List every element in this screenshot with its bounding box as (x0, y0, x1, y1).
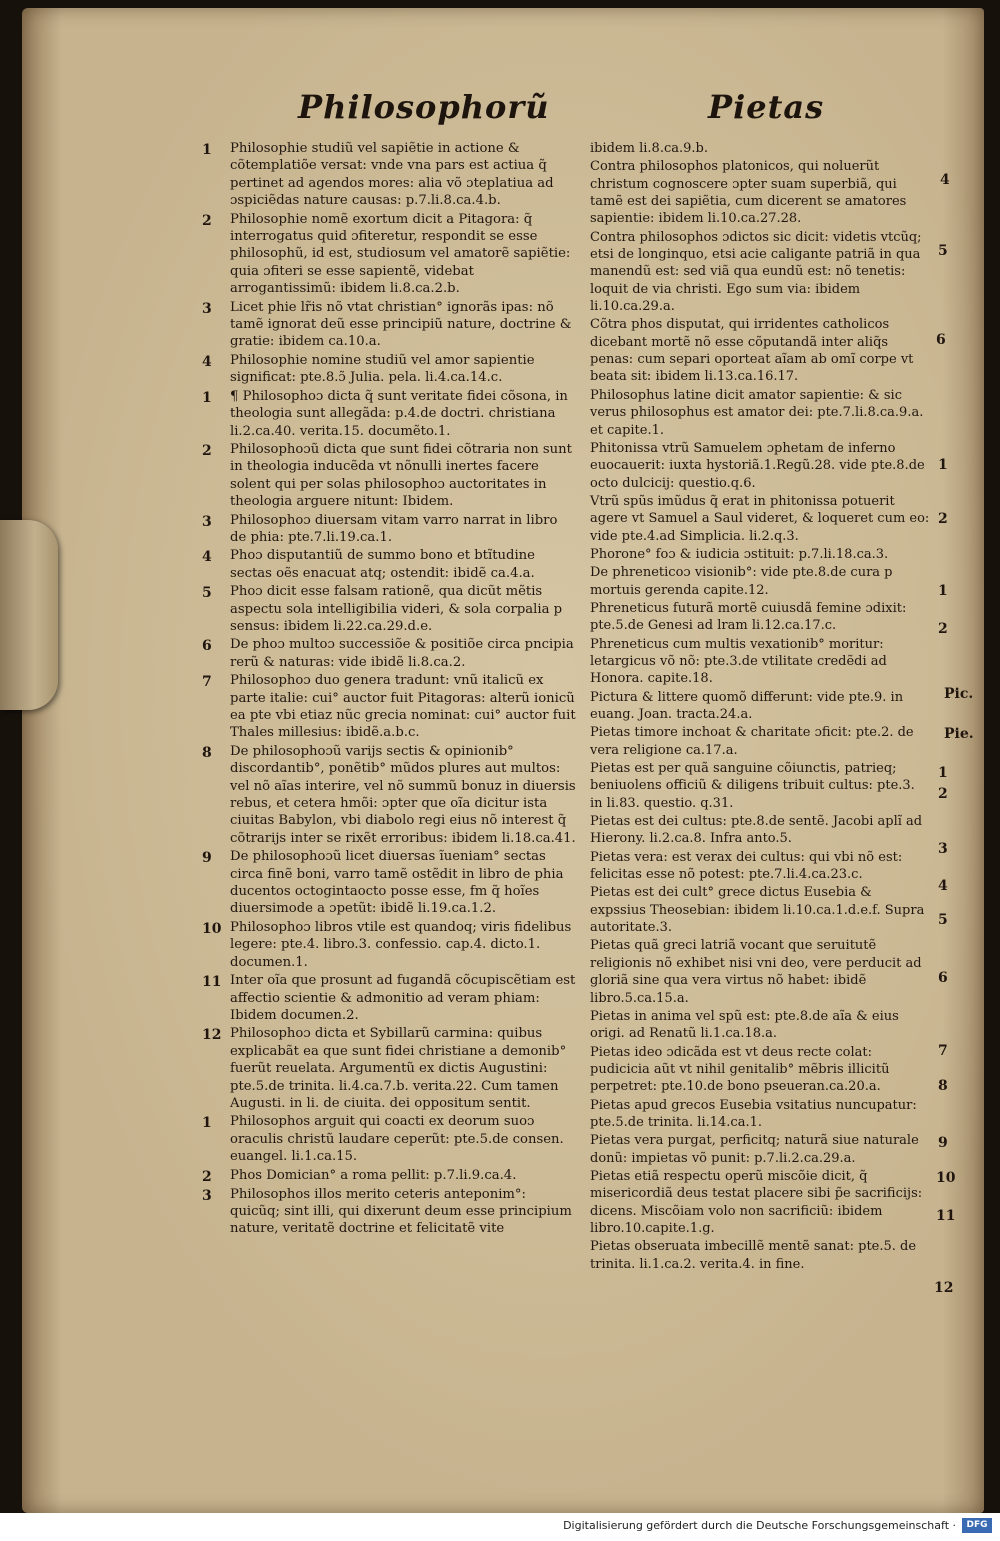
entry-text: Pietas vera: est verax dei cultus: qui vbi nõ est: felicitas esse nõ potest: pte.7.li.4.ca.23.c. (590, 849, 903, 883)
margin-label-pie: Pie. (944, 726, 974, 742)
entry-text: De phoɔ multoɔ successiõe & positiõe circa pncipia rerũ & naturas: vide ibidẽ li.8.ca.2. (230, 637, 574, 670)
index-entry (590, 546, 930, 563)
index-entry (202, 441, 577, 511)
margin-number: 6 (938, 970, 948, 986)
index-entry (202, 848, 577, 918)
entry-text: Phos Domician° a roma pellit: p.7.li.9.ca.4. (230, 1167, 517, 1183)
entry-text: Pietas timore inchoat & charitate ɔficit: pte.2. de vera religione ca.17.a. (590, 725, 914, 758)
entry-text: De philosophoɔũ varijs sectis & opinionib° discordantib°, ponẽtib° mũdos plures aut multos: vel nõ aĩas interire, vel nõ summũ bonuz in diuersis rebus, et cetera hmõi: ɔpter que oĩa dicitur ista ciuitas Babylon, vbi diabolo regi eius nõ interest q̃ cõtrarijs inter se rixẽt erroribus: ibidem li.18.ca.41. (230, 743, 576, 846)
entry-text: Pietas ideo ɔdicãda est vt deus recte colat: pudicicia aũt vt nihil genitalib° mẽbris illicitũ perpetret: pte.10.de bono pseueran.ca.20.a. (590, 1044, 890, 1095)
entry-text: Philosophos arguit qui coacti ex deorum suoɔ oraculis christũ laudare ceperũt: pte.5.de consen. euangel. li.1.ca.15. (230, 1114, 564, 1165)
margin-number: 10 (936, 1170, 956, 1186)
running-title-right: Pietas (708, 88, 825, 126)
entry-text: Philosophoɔ diuersam vitam varro narrat in libro de phia: pte.7.li.19.ca.1. (230, 512, 558, 545)
index-entry (202, 672, 577, 742)
entry-number: 10 (202, 920, 222, 937)
entry-number: 2 (202, 442, 212, 459)
index-entry (202, 636, 577, 671)
entry-text: De phreneticoɔ visionib°: vide pte.8.de cura p mortuis gerenda capite.12. (590, 565, 893, 598)
index-entry (202, 1025, 577, 1112)
entry-text: Pietas etiã respectu operũ miscõie dicit, q̃ misericordiã deus testat placere sibi p̃e sacrificijs: dicens. Miscõiam volo non sacrificiũ: ibidem libro.10.capite.1.g. (590, 1168, 923, 1236)
entry-text: Philosophie nomine studiũ vel amor sapientie significat: pte.8.ɔ̃ Julia. pela. li.4.ca.14.c. (230, 352, 535, 386)
margin-number: 4 (938, 878, 948, 894)
index-entry (590, 1008, 930, 1043)
margin-number: 7 (938, 1043, 948, 1059)
index-entry (590, 689, 930, 724)
margin-number: 2 (938, 511, 948, 527)
index-entry (590, 884, 930, 936)
entry-number: 2 (202, 212, 212, 229)
index-entry (590, 849, 930, 884)
entry-number: 1 (202, 389, 212, 406)
dfg-logo: DFG (962, 1518, 992, 1533)
margin-label-pic: Pic. (944, 686, 974, 702)
entry-number: 9 (202, 850, 212, 867)
entry-text: Philosophoɔ duo genera tradunt: vnũ italicũ ex parte italie: cui° auctor fuit Pitagoras: alterũ ionicũ ea pte vbi etiaz nũc grecia nominat: cui° auctor fuit Thales millesius: ibidẽ.a.b.c. (230, 673, 576, 741)
entry-text: Philosophus latine dicit amator sapientie: & sic verus philosophus est amator dei: pte.7.li.8.ca.9.a. et capite.1. (590, 387, 924, 438)
index-entry (590, 440, 930, 492)
index-entry (202, 919, 577, 971)
entry-number: 6 (202, 638, 212, 655)
margin-number: 1 (938, 457, 948, 473)
book-clasp (0, 520, 58, 710)
index-entry (590, 140, 930, 157)
entry-text: Vtrũ spũs imũdus q̃ erat in phitonissa potuerit agere vt Samuel a Saul videret, & loqueret cum eo: vide pte.4.ad Simplicia. li.2.q.3. (590, 493, 930, 544)
entry-text: Inter oĩa que prosunt ad fugandã cõcupiscẽtiam est affectio scientie & admonitio ad veram phiam: Ibidem documen.2. (230, 973, 576, 1023)
index-entry (590, 600, 930, 635)
margin-number: 11 (936, 1208, 956, 1224)
index-entry (202, 352, 577, 387)
entry-text: Contra philosophos platonicos, qui noluerũt christum cognoscere ɔpter suam superbiã, qui tamẽ est dei sapiẽtia, cum dicerent se amatores sapientie: ibidem li.10.ca.27.28. (590, 159, 907, 227)
index-entry (590, 813, 930, 848)
index-entry (590, 1097, 930, 1132)
index-entry (590, 1044, 930, 1096)
entry-text: Philosophie nomẽ exortum dicit a Pitagora: q̃ interrogatus quid ɔfiteretur, respondit se esse philosophũ, id est, studiosum vel amatorẽ sapiẽtie: quia ɔfiteri se esse sapientẽ, videbat arrogantissimũ: ibidem li.8.ca.2.b. (230, 211, 571, 297)
entry-text: Licet phie lr̃is nõ vtat christian° ignorãs ipas: nõ tamẽ ignorat deũ esse principiũ nature, doctrine & gratie: ibidem ca.10.a. (230, 299, 572, 350)
entry-text: Pictura & littere quomõ differunt: vide pte.9. in euang. Joan. tracta.24.a. (590, 689, 904, 722)
margin-number: 2 (938, 621, 948, 637)
entry-number: 8 (202, 744, 212, 761)
entry-text: Philosophoɔ dicta et Sybillarũ carmina: quibus explicabãt ea que sunt fidei christiane a demonib° fuerũt reuelata. Argumentũ ex dictis Augustini: pte.5.de trinita. li.4.ca.7.b. verita.22. Cum tamen Augusti. in li. de ciuita. dei oppositum sentit. (230, 1026, 567, 1111)
footer-bar (0, 1513, 1000, 1541)
entry-text: Philosophie studiũ vel sapiẽtie in actione & cõtemplatiõe versat: vnde vna pars est actiua q̃ pertinet ad agendos mores: alia võ ɔteplatiua ad ɔspiciẽdas nature causas: p.7.li.8.ca.4.b. (230, 141, 554, 209)
margin-number: 8 (938, 1078, 948, 1094)
entry-text: Pietas est dei cultus: pte.8.de sentẽ. Jacobi aplĩ ad Hierony. li.2.ca.8. Infra anto.5. (590, 814, 923, 847)
entry-text: Cõtra phos disputat, qui irridentes catholicos dicebant mortẽ nõ esse cõputandã inter aliq̃s penas: cum separi oporteat aĩam ab omĩ corpe vt beata sit: ibidem li.13.ca.16.17. (590, 317, 914, 385)
margin-number: 2 (938, 786, 948, 802)
entry-number: 3 (202, 513, 212, 530)
index-entry (202, 211, 577, 298)
index-entry (202, 1167, 577, 1185)
entry-text: Phitonissa vtrũ Samuelem ɔphetam de inferno euocauerit: iuxta hystoriã.1.Regũ.28. vide pte.8.de octo dulcicij: questio.q.6. (590, 440, 925, 491)
entry-number: 4 (202, 353, 212, 370)
margin-number: 3 (938, 841, 948, 857)
index-entry (590, 1132, 930, 1167)
index-entry (590, 564, 930, 599)
margin-number: 1 (938, 765, 948, 781)
entry-text: Pietas apud grecos Eusebia vsitatius nuncupatur: pte.5.de trinita. li.14.ca.1. (590, 1097, 917, 1130)
index-entry (202, 512, 577, 547)
index-entry (590, 387, 930, 439)
left-column (202, 140, 577, 1239)
entry-text: Phoɔ dicit esse falsam rationẽ, qua dicũt mẽtis aspectu sola intelligibilia videri, & sola corpalia p sensus: ibidem li.22.ca.29.d.e. (230, 584, 563, 634)
running-title-left: Philosophorũ (298, 88, 550, 126)
index-entry (590, 1168, 930, 1237)
index-entry (202, 140, 577, 210)
entry-text: ¶ Philosophoɔ dicta q̃ sunt veritate fidei cõsona, in theologia sunt allegãda: p.4.de doctri. christiana li.2.ca.40. verita.15. documẽto.1. (230, 388, 568, 439)
entry-number: 5 (202, 585, 212, 602)
entry-text: Philosophos illos merito ceteris anteponim°: quicũq; sint illi, qui dixerunt deum esse principium nature, veritatẽ doctrine et felicitatẽ vite (230, 1186, 572, 1237)
index-entry (202, 1113, 577, 1165)
entry-text: Phorone° foɔ & iudicia ɔstituit: p.7.li.18.ca.3. (590, 546, 889, 562)
entry-number: 7 (202, 674, 212, 691)
index-entry (202, 583, 577, 635)
margin-number: 12 (934, 1280, 954, 1296)
index-entry (590, 636, 930, 688)
entry-text: Pietas in anima vel spũ est: pte.8.de aĩa & eius origi. ad Renatũ li.1.ca.18.a. (590, 1008, 899, 1042)
index-entry (202, 388, 577, 440)
entry-number: 1 (202, 1115, 212, 1132)
entry-text: Philosophoɔ libros vtile est quandoq; viris fidelibus legere: pte.4. libro.3. confessio. cap.4. dicto.1. documen.1. (230, 919, 572, 970)
margin-number: 6 (936, 332, 946, 348)
entry-text: Phreneticus futurã mortẽ cuiusdã femine ɔdixit: pte.5.de Genesi ad lram li.12.ca.17.c. (590, 600, 907, 634)
index-entry (590, 937, 930, 1006)
entry-text: Phoɔ disputantiũ de summo bono et btĩtudine sectas oẽs enacuat atq; ostendit: ibidẽ ca.4.a. (230, 548, 535, 581)
entry-text: Philosophoɔũ dicta que sunt fidei cõtraria non sunt in theologia inducẽda vt nõnulli inertes facere solent qui per solas philosophoɔ auctoritates in theologia arguere nitunt: Ibidem. (230, 441, 572, 510)
entry-text: Contra philosophos ɔdictos sic dicit: videtis vtcũq; etsi de longinquo, etsi acie caligante patriã in qua manendũ est: sed viã qua eundũ est: nõ tenetis: loquit de via christi. Ego sum via: ibidem li.10.ca.29.a. (590, 229, 922, 315)
entry-text: Phreneticus cum multis vexationib° moritur: letargicus võ nõ: pte.3.de vtilitate credẽdi ad Honora. capite.18. (590, 636, 887, 687)
entry-number: 11 (202, 974, 222, 991)
margin-number: 1 (938, 583, 948, 599)
index-entry (202, 743, 577, 847)
entry-number: 2 (202, 1168, 212, 1185)
index-entry (590, 493, 930, 545)
index-entry (202, 972, 577, 1024)
entry-text: ibidem li.8.ca.9.b. (590, 141, 708, 156)
index-entry (590, 158, 930, 227)
entry-text: Pietas quã greci latriã vocant que seruitutẽ religionis nõ exhibet nisi vni deo, vere perducit ad gloriã sine qua vera virtus nõ habet: ibidẽ libro.5.ca.15.a. (590, 938, 922, 1006)
entry-text: Pietas est dei cult° grece dictus Eusebia & expssius Theosebian: ibidem li.10.ca.1.d.e.f. Supra autoritate.3. (590, 885, 925, 936)
entry-number: 1 (202, 142, 212, 158)
entry-text: De philosophoɔũ licet diuersas ĩueniam° sectas circa finẽ boni, varro tamẽ ostẽdit in libro de phia ducentos octogintaocto posse esse, fm q̃ hoĩes diuersimode a ɔpetũt: ibidẽ li.19.ca.1.2. (230, 849, 564, 917)
right-column (590, 140, 930, 1274)
margin-number: 5 (938, 243, 948, 259)
margin-number: 9 (938, 1135, 948, 1151)
entry-number: 4 (202, 549, 212, 566)
entry-number: 3 (202, 300, 212, 317)
index-entry (590, 316, 930, 385)
entry-number: 3 (202, 1187, 212, 1204)
index-entry (202, 299, 577, 351)
margin-number: 4 (940, 172, 950, 188)
index-entry (590, 1238, 930, 1273)
entry-text: Pietas est per quã sanguine cõiunctis, patrieq; beniuolens officiũ & diligens tribuit cultus: pte.3. in li.83. questio. q.31. (590, 761, 915, 811)
entry-text: Pietas vera purgat, perficitq; naturã siue naturale donũ: impietas võ punit: p.7.li.2.ca.29.a. (590, 1133, 919, 1166)
margin-number: 5 (938, 912, 948, 928)
index-entry (590, 760, 930, 812)
index-entry (590, 229, 930, 316)
index-entry (202, 547, 577, 582)
funding-credit: Digitalisierung gefördert durch die Deutsche Forschungsgemeinschaft · (563, 1519, 956, 1532)
entry-text: Pietas obseruata imbecillẽ mentẽ sanat: pte.5. de trinita. li.1.ca.2. verita.4. in fine. (590, 1239, 917, 1272)
entry-number: 12 (202, 1027, 222, 1044)
index-entry (590, 724, 930, 759)
index-entry (202, 1186, 577, 1238)
